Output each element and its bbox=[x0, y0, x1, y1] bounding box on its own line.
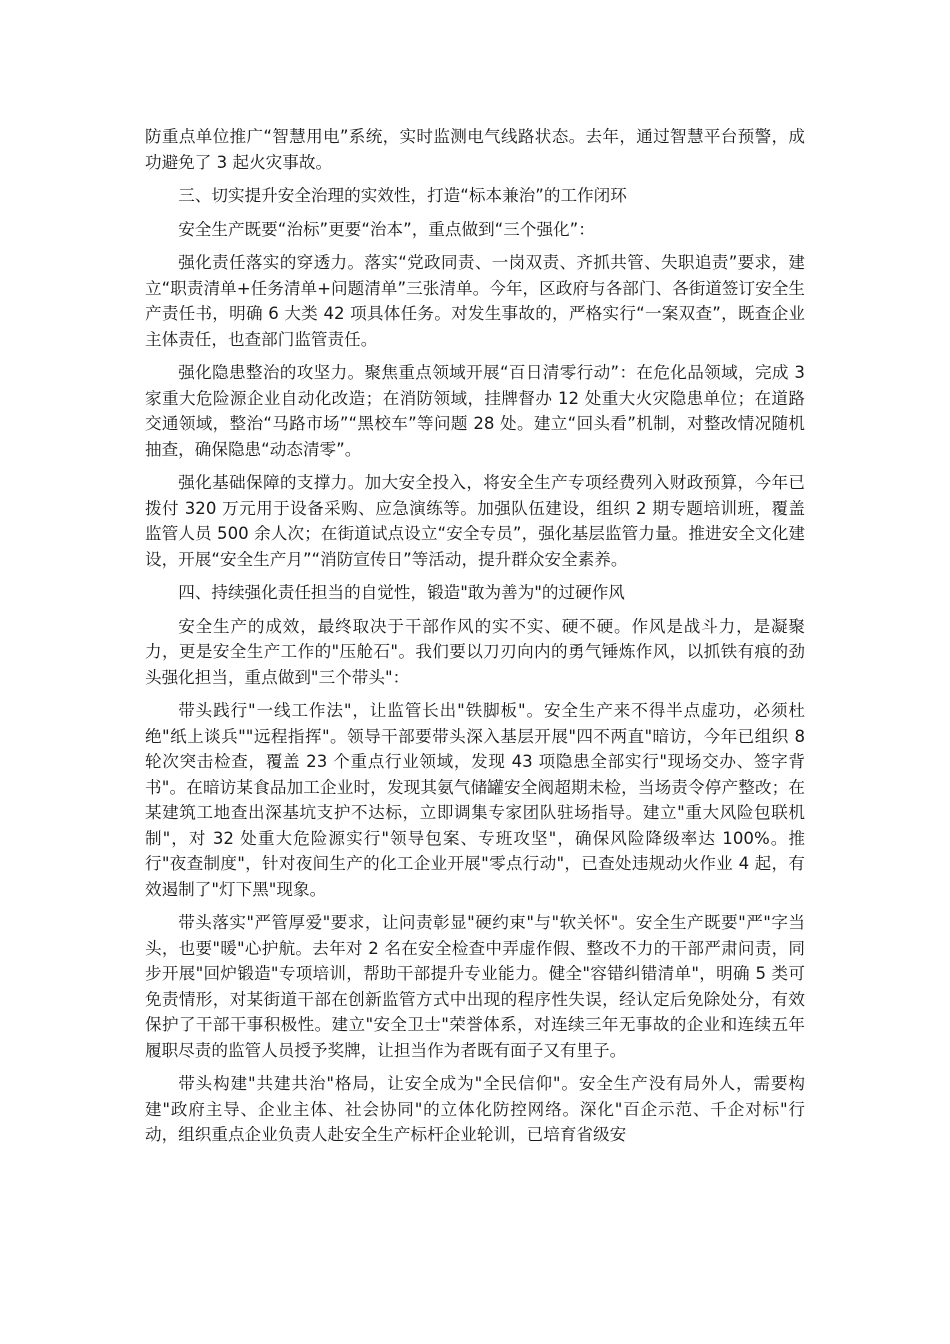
section-heading-3: 三、切实提升安全治理的实效性，打造“标本兼治”的工作闭环 bbox=[178, 186, 627, 205]
paragraph-hazard-remediation: 强化隐患整治的攻坚力。聚焦重点领域开展“百日清零行动”：在危化品领域，完成 3 家重大危险源企业自动化改造；在消防领域，挂牌督办 12 处重大火灾隐患单位；在道路交通领域，整治“马路市场”“黑校车”等问题 28 处。建立“回头看”机制，对整改情况随机抽查，确保隐患“动态清零”。 bbox=[145, 363, 805, 459]
paragraph-co-governance: 带头构建"共建共治"格局，让安全成为"全民信仰"。安全生产没有局外人，需要构建"政府主导、企业主体、社会协同"的立体化防控网络。深化"百企示范、千企对标"行动，组织重点企业负责人赴安全生产标杆企业轮训，已培育省级安 bbox=[145, 1074, 805, 1144]
section-heading-4: 四、持续强化责任担当的自觉性，锻造"敢为善为"的过硬作风 bbox=[178, 583, 625, 602]
paragraph-frontline-method: 带头践行"一线工作法"，让监管长出"铁脚板"。安全生产来不得半点虚功，必须杜绝"纸上谈兵""远程指挥"。领导干部要带头深入基层开展"四不两直"暗访，今年已组织 8 轮次突击检查，覆盖 23 个重点行业领域，发现 43 项隐患全部实行"现场交办、签字背书"。在暗访某食品加工企业时，发现其氨气储罐安全阀超期未检，当场责令停产整改；在某建筑工地查出深基坑支护不达标，立即调集专家团队驻场指导。建立"重大风险包联机制"，对 32 处重大危险源实行"领导包案、专班攻坚"，确保风险降级率达 100%。推行"夜查制度"，针对夜间生产的化工企业开展"零点行动"，已查处违规动火作业 4 起，有效遏制了"灯下黑"现象。 bbox=[145, 701, 805, 899]
paragraph-basic-support: 强化基础保障的支撑力。加大安全投入，将安全生产专项经费列入财政预算，今年已拨付 320 万元用于设备采购、应急演练等。加强队伍建设，组织 2 期专题培训班，覆盖监管人员 500 余人次；在街道试点设立“安全专员”，强化基层监管力量。推进安全文化建设，开展“安全生产月”“消防宣传日”等活动，提升群众安全素养。 bbox=[145, 473, 805, 569]
paragraph-work-style: 安全生产的成效，最终取决于干部作风的实不实、硬不硬。作风是战斗力，是凝聚力，更是安全生产工作的"压舱石"。我们要以刀刃向内的勇气锤炼作风，以抓铁有痕的劲头强化担当，重点做到"三个带头"： bbox=[145, 616, 805, 687]
paragraph-intro-three-strengthen: 安全生产既要“治标”更要“治本”，重点做到“三个强化”： bbox=[178, 219, 595, 239]
paragraph-strict-management: 带头落实"严管厚爱"要求，让问责彰显"硬约束"与"软关怀"。安全生产既要"严"字当头，也要"暖"心护航。去年对 2 名在安全检查中弄虚作假、整改不力的干部严肃问责，同步开展"回炉锻造"专项培训，帮助干部提升专业能力。健全"容错纠错清单"，明确 5 类可免责情形，对某街道干部在创新监管方式中出现的程序性失误，经认定后免除处分，有效保护了干部干事积极性。建立"安全卫士"荣誉体系，对连续三年无事故的企业和连续五年履职尽责的监管人员授予奖牌，让担当作为者既有面子又有里子。 bbox=[145, 913, 805, 1060]
paragraph-responsibility: 强化责任落实的穿透力。落实“党政同责、一岗双责、齐抓共管、失职追责”要求，建立“职责清单+任务清单+问题清单”三张清单。今年，区政府与各部门、各街道签订安全生产责任书，明确 6 大类 42 项具体任务。对发生事故的，严格实行“一案双查”，既查企业主体责任，也查部门监管责任。 bbox=[145, 253, 805, 349]
paragraph-continuation: 防重点单位推广“智慧用电”系统，实时监测电气线路状态。去年，通过智慧平台预警，成功避免了 3 起火灾事故。 bbox=[145, 127, 805, 172]
document-page bbox=[145, 124, 805, 1156]
